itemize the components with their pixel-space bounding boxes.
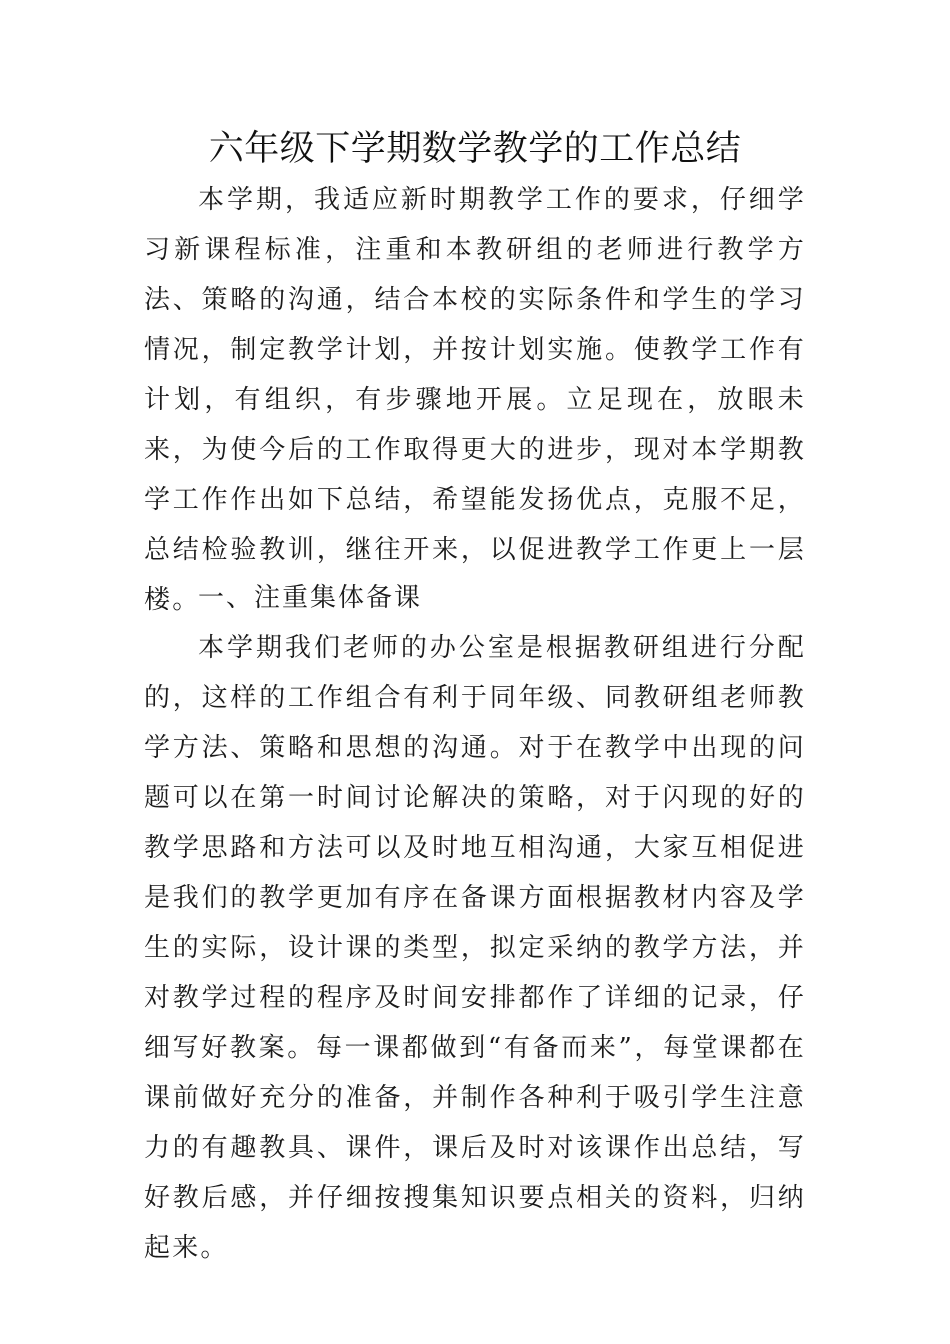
section-heading-collective-lesson-prep: 一、注重集体备课 [198, 583, 423, 613]
document-title: 六年级下学期数学教学的工作总结 [208, 129, 742, 169]
intro-paragraph: 本学期，我适应新时期教学工作的要求，仔细学习新课程标准，注重和本教研组的老师进行教学方法、策略的沟通，结合本校的实际条件和学生的学习情况，制定教学计划，并按计划实施。使教学工作有计划，有组织，有步骤地开展。立足现在，放眼未来，为使今后的工作取得更大的进步，现对本学期教学工作作出如下总结，希望能发扬优点，克服不足，总结检验教训，继往开来，以促进教学工作更上一层楼。 [144, 185, 806, 615]
section-1-paragraph: 本学期我们老师的办公室是根据教研组进行分配的，这样的工作组合有利于同年级、同教研组老师教学方法、策略和思想的沟通。对于在教学中出现的问题可以在第一时间讨论解决的策略，对于闪现的好的教学思路和方法可以及时地互相沟通，大家互相促进是我们的教学更加有序在备课方面根据教材内容及学生的实际，设计课的类型，拟定采纳的教学方法，并对教学过程的程序及时间安排都作了详细的记录，仔细写好教案。每一课都做到“有备而来”，每堂课都在课前做好充分的准备，并制作各种利于吸引学生注意力的有趣教具、课件，课后及时对该课作出总结，写好教后感，并仔细按搜集知识要点相关的资料，归纳起来。 [144, 633, 806, 1263]
